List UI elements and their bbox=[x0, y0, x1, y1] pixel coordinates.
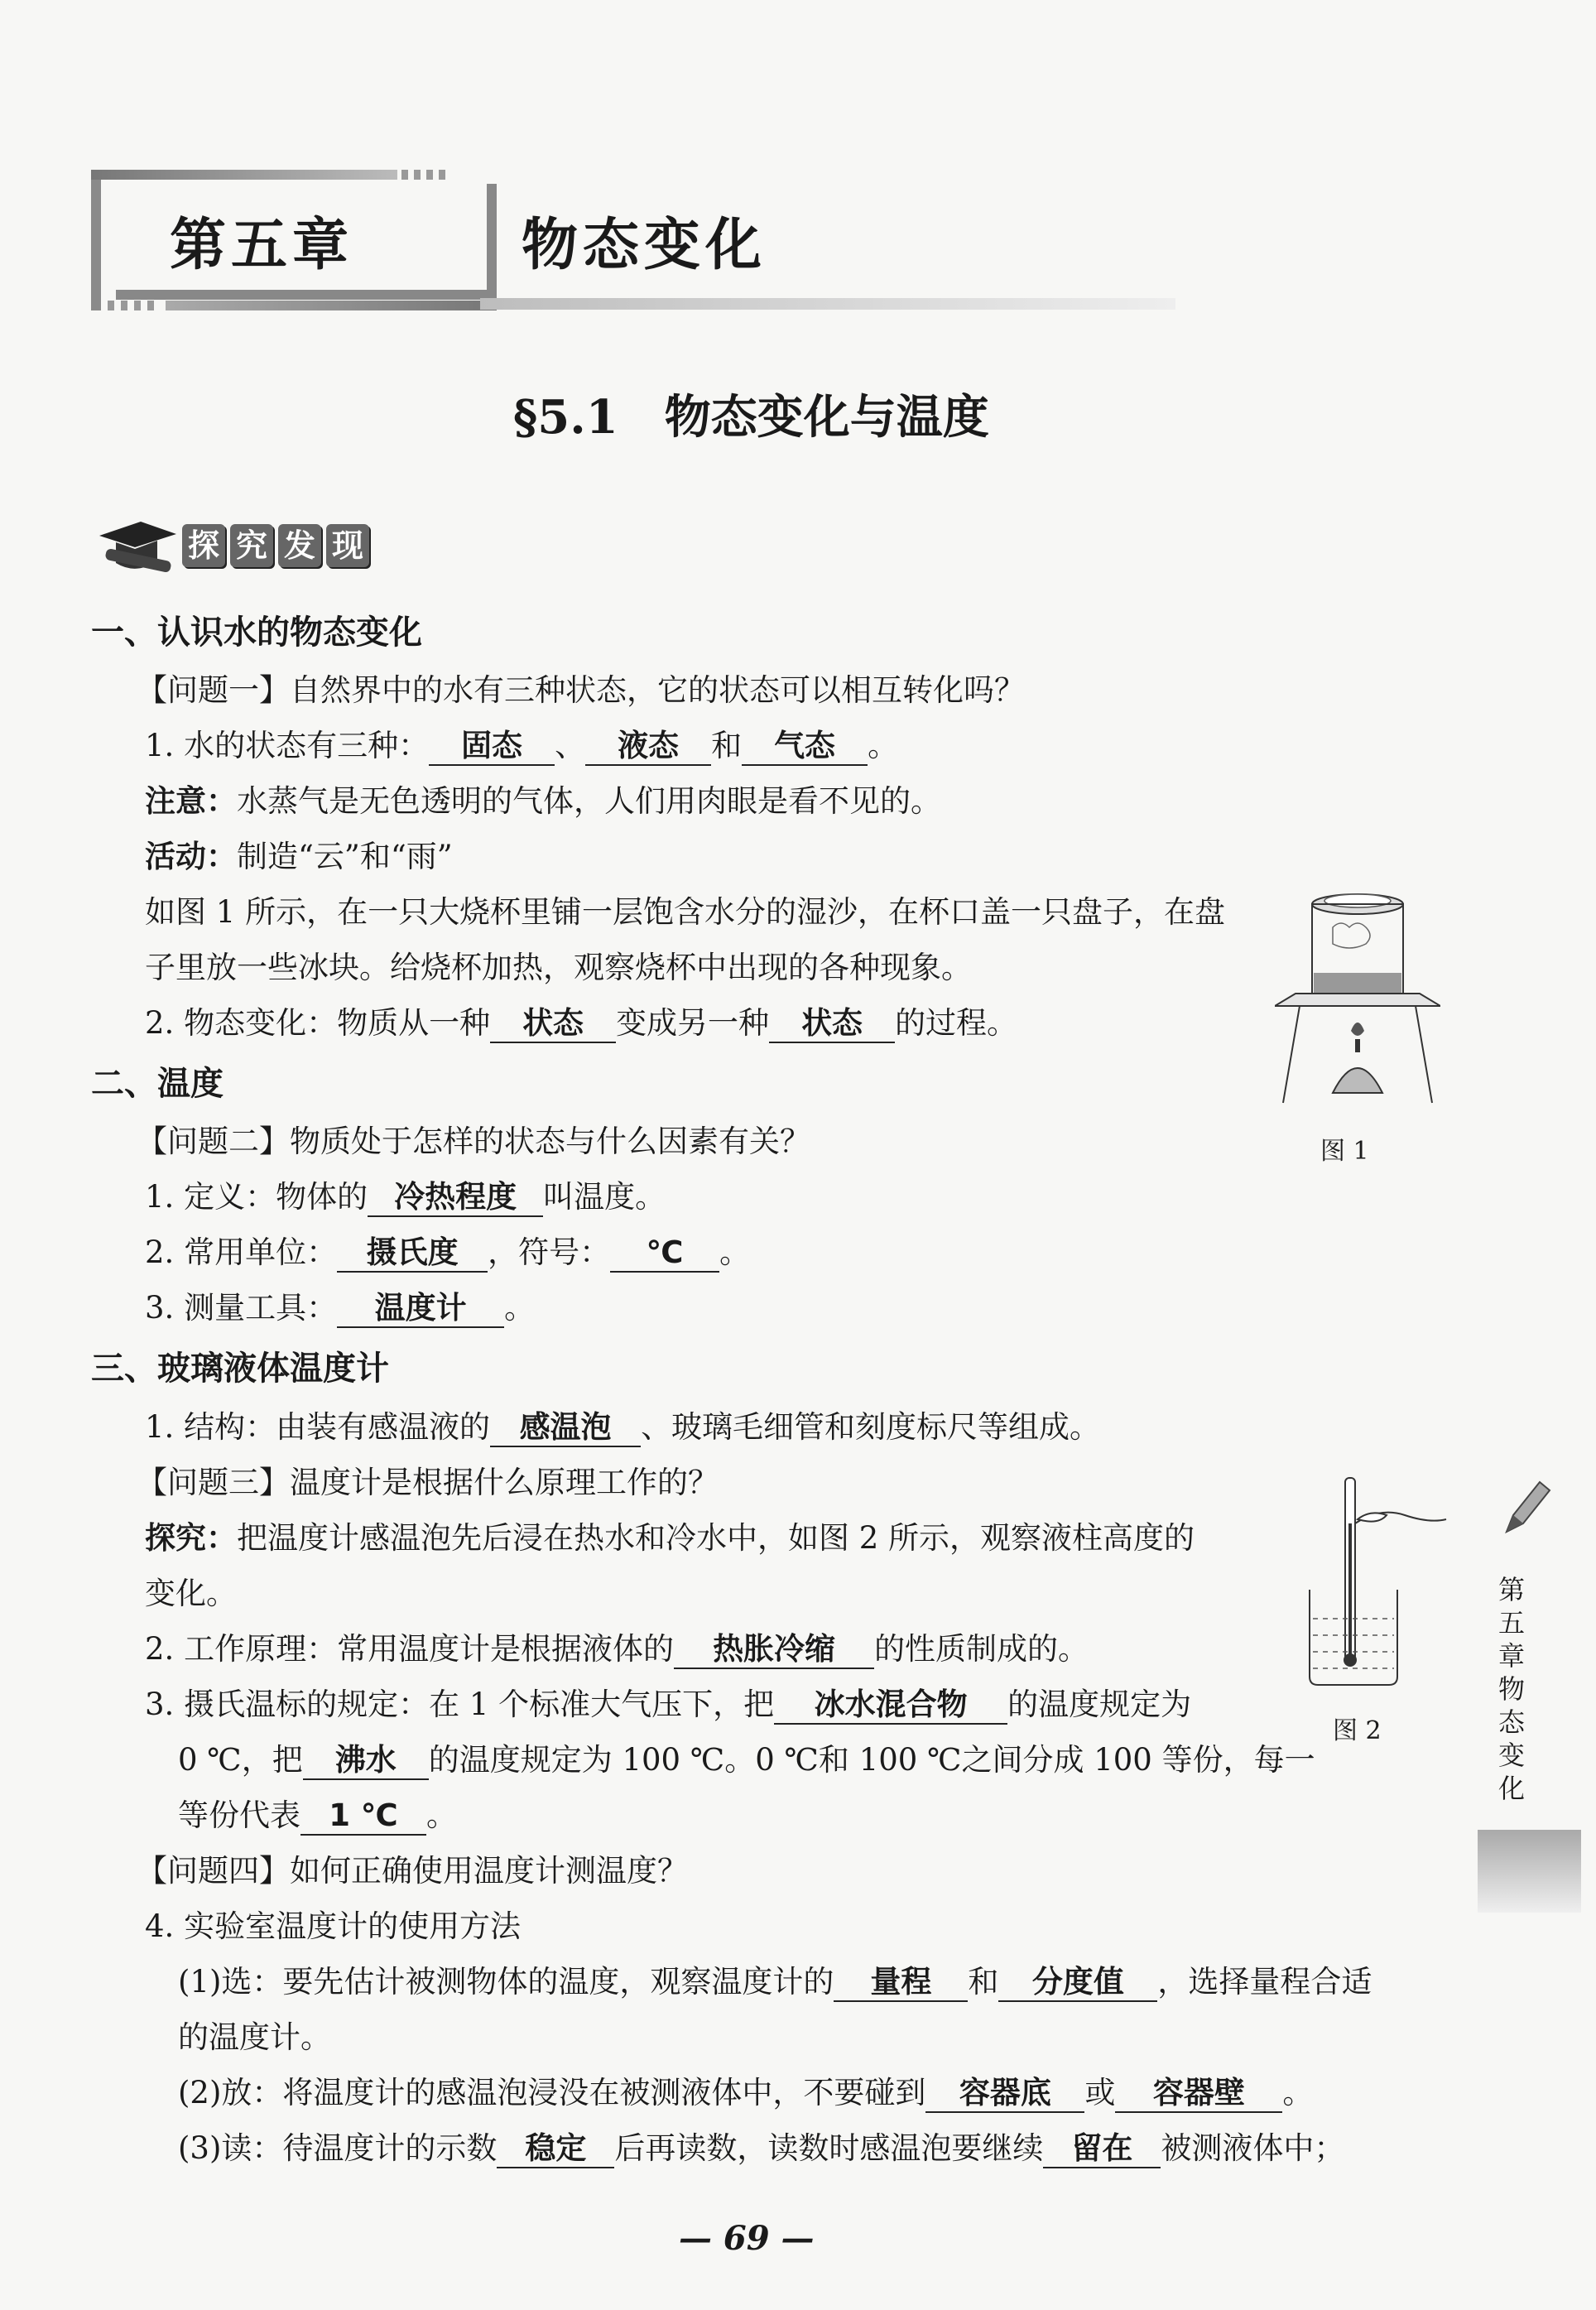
answer-blank: 热胀冷缩 bbox=[674, 1631, 874, 1669]
item-usage: 4. 实验室温度计的使用方法 bbox=[145, 1908, 522, 1944]
answer-blank: 稳定 bbox=[497, 2130, 614, 2168]
explore-badge bbox=[95, 517, 393, 575]
item-definition: 1. 定义：物体的 冷热程度 叫温度。 bbox=[145, 1177, 666, 1217]
badge-char: 发 bbox=[278, 524, 321, 567]
answer-blank: 气态 bbox=[742, 728, 868, 766]
answer-blank: 感温泡 bbox=[490, 1409, 641, 1447]
side-tab bbox=[1473, 1474, 1581, 1913]
heading-1: 一、认识水的物态变化 bbox=[91, 614, 422, 652]
badge-char: 究 bbox=[230, 524, 273, 567]
item-structure: 1. 结构：由装有感温液的 感温泡 、玻璃毛细管和刻度标尺等组成。 bbox=[145, 1408, 1100, 1447]
answer-blank: 固态 bbox=[429, 728, 555, 766]
item-celsius-1: 3. 摄氏温标的规定：在 1 个标准大气压下，把 冰水混合物 的温度规定为 bbox=[145, 1685, 1191, 1725]
activity-desc-1: 如图 1 所示，在一只大烧杯里铺一层饱含水分的湿沙，在杯口盖一只盘子，在盘 bbox=[145, 894, 1226, 930]
answer-blank: 留在 bbox=[1043, 2130, 1161, 2168]
answer-blank: 摄氏度 bbox=[337, 1234, 488, 1273]
item-water-states: 1. 水的状态有三种： 固态 、 液态 和 气态 。 bbox=[145, 726, 898, 766]
question-2: 【问题二】物质处于怎样的状态与什么因素有关？ bbox=[137, 1124, 810, 1159]
chapter-label: 第五章 bbox=[170, 213, 354, 278]
answer-blank: 状态 bbox=[490, 1005, 616, 1043]
note: 注意：水蒸气是无色透明的气体，人们用肉眼是看不见的。 bbox=[145, 783, 941, 819]
item-celsius-3: 等份代表 1 ℃ 。 bbox=[178, 1796, 457, 1836]
usage-select-2: 的温度计。 bbox=[178, 2019, 331, 2055]
page-number: — 69 — bbox=[679, 2219, 815, 2258]
usage-place: (2)放：将温度计的感温泡浸没在被测液体中，不要碰到 容器底 或 容器壁 。 bbox=[178, 2073, 1313, 2113]
item-tool: 3. 测量工具： 温度计 。 bbox=[145, 1288, 535, 1328]
activity-desc-2: 子里放一些冰块。给烧杯加热，观察烧杯中出现的各种现象。 bbox=[145, 950, 972, 985]
explore-1: 探究：把温度计感温泡先后浸在热水和冷水中，如图 2 所示，观察液柱高度的 bbox=[145, 1520, 1195, 1556]
chapter-title: 物态变化 bbox=[522, 213, 767, 278]
question-1: 【问题一】自然界中的水有三种状态，它的状态可以相互转化吗？ bbox=[137, 672, 1025, 708]
answer-blank: 1 ℃ bbox=[300, 1797, 426, 1836]
figure-2 bbox=[1300, 1474, 1449, 1747]
answer-blank: ℃ bbox=[610, 1234, 719, 1273]
figure-1 bbox=[1275, 886, 1440, 1167]
badge-char: 现 bbox=[326, 524, 369, 567]
beaker-heating-illustration bbox=[1275, 886, 1440, 1109]
answer-blank: 量程 bbox=[834, 1964, 968, 2002]
section-title: §5.1 物态变化与温度 bbox=[513, 390, 989, 445]
answer-blank: 容器底 bbox=[925, 2075, 1084, 2113]
badge-char: 探 bbox=[182, 524, 225, 567]
figure-1-caption: 图 1 bbox=[1320, 1137, 1369, 1166]
question-3: 【问题三】温度计是根据什么原理工作的？ bbox=[137, 1465, 719, 1500]
answer-blank: 液态 bbox=[585, 728, 711, 766]
question-4: 【问题四】如何正确使用温度计测温度？ bbox=[137, 1853, 688, 1889]
item-celsius-2: 0 ℃，把 沸水 的温度规定为 100 ℃。0 ℃和 100 ℃之间分成 100 等份，每一 bbox=[178, 1740, 1315, 1780]
content bbox=[91, 613, 1449, 2186]
answer-blank: 状态 bbox=[769, 1005, 895, 1043]
activity: 活动：制造“云”和“雨” bbox=[145, 839, 453, 874]
item-principle: 2. 工作原理：常用温度计是根据液体的 热胀冷缩 的性质制成的。 bbox=[145, 1629, 1089, 1669]
item-state-change: 2. 物态变化：物质从一种 状态 变成另一种 状态 的过程。 bbox=[145, 1003, 1017, 1043]
side-tab-text: 第五章 物态变化 bbox=[1498, 1574, 1526, 1804]
graduation-cap-icon bbox=[95, 517, 178, 575]
answer-blank: 分度值 bbox=[998, 1964, 1157, 2002]
thermometer-beaker-illustration bbox=[1300, 1474, 1449, 1689]
pencil-icon bbox=[1490, 1474, 1556, 1540]
chapter-header bbox=[91, 166, 1084, 315]
heading-2: 二、温度 bbox=[91, 1065, 224, 1103]
answer-blank: 冰水混合物 bbox=[774, 1687, 1007, 1725]
item-unit: 2. 常用单位： 摄氏度 ，符号： ℃ 。 bbox=[145, 1233, 750, 1273]
figure-2-caption: 图 2 bbox=[1333, 1716, 1382, 1745]
answer-blank: 容器壁 bbox=[1115, 2075, 1282, 2113]
usage-read: (3)读：待温度计的示数 稳定 后再读数，读数时感温泡要继续 留在 被测液体中； bbox=[178, 2129, 1344, 2168]
usage-select: (1)选：要先估计被测物体的温度，观察温度计的 量程 和 分度值 ，选择量程合适 bbox=[178, 1962, 1372, 2002]
answer-blank: 温度计 bbox=[337, 1290, 504, 1328]
answer-blank: 沸水 bbox=[303, 1742, 429, 1780]
explore-2: 变化。 bbox=[145, 1576, 237, 1611]
heading-3: 三、玻璃液体温度计 bbox=[91, 1350, 389, 1388]
answer-blank: 冷热程度 bbox=[368, 1179, 543, 1217]
